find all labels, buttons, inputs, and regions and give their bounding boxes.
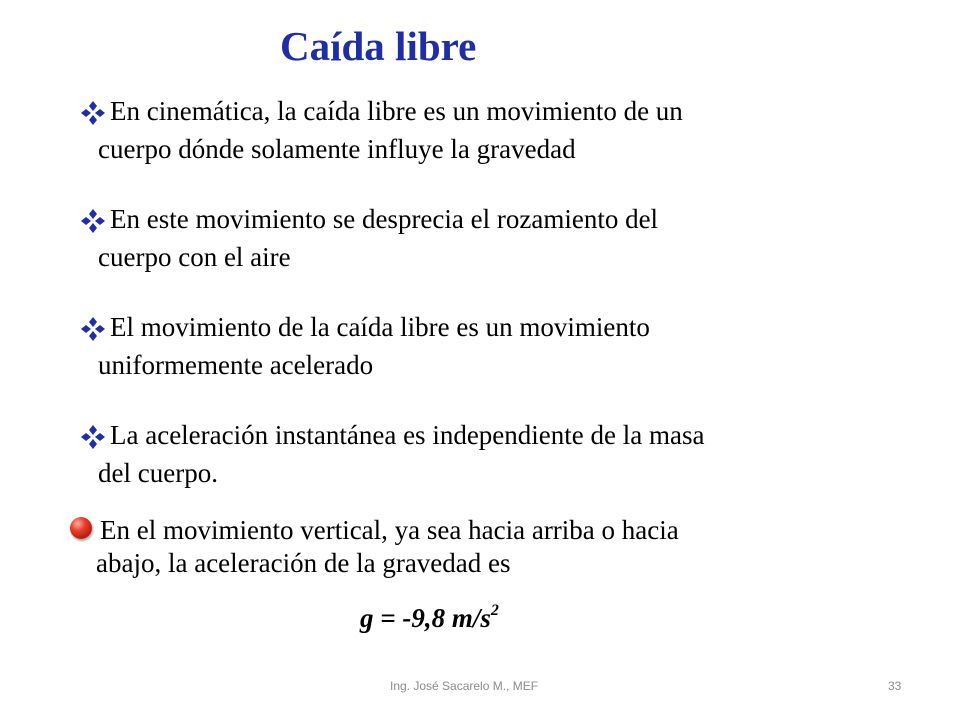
formula-main: g = -9,8 m/s [360, 603, 491, 633]
bullet-line-1: La aceleración instantánea es independiente de la masa [110, 420, 705, 450]
red-ball-bullet-icon [70, 517, 92, 539]
four-diamond-bullet-icon [80, 424, 106, 450]
bullet-text [98, 200, 659, 276]
slide-title: Caída libre [280, 23, 477, 69]
bullet-line-2: del cuerpo. [98, 458, 218, 488]
four-diamond-bullet-icon [80, 208, 106, 234]
bullet-text [98, 308, 650, 384]
four-diamond-bullet-icon [80, 316, 106, 342]
bullet-line-1: En cinemática, la caída libre es un movimiento de un [110, 96, 683, 126]
four-diamond-bullet-icon [80, 100, 106, 126]
bullet-line-1: El movimiento de la caída libre es un movimiento [110, 312, 650, 342]
formula-exponent: 2 [490, 602, 499, 619]
footer-page-number: 33 [888, 679, 902, 693]
bullet-line-1: En este movimiento se desprecia el rozamiento del [110, 204, 659, 234]
note-line-1: En el movimiento vertical, ya sea hacia arriba o hacia [100, 515, 679, 545]
bullet-text [98, 416, 705, 492]
bullet-line-2: cuerpo dónde solamente influye la gravedad [98, 134, 576, 164]
gravity-formula [360, 602, 499, 634]
bullet-line-2: cuerpo con el aire [98, 242, 291, 272]
bullet-text [98, 92, 683, 168]
gravity-note [96, 514, 679, 580]
footer-author: Ing. José Sacarelo M., MEF [390, 679, 539, 693]
note-line-2: abajo, la aceleración de la gravedad es [96, 548, 511, 578]
bullet-line-2: uniformemente acelerado [98, 350, 374, 380]
